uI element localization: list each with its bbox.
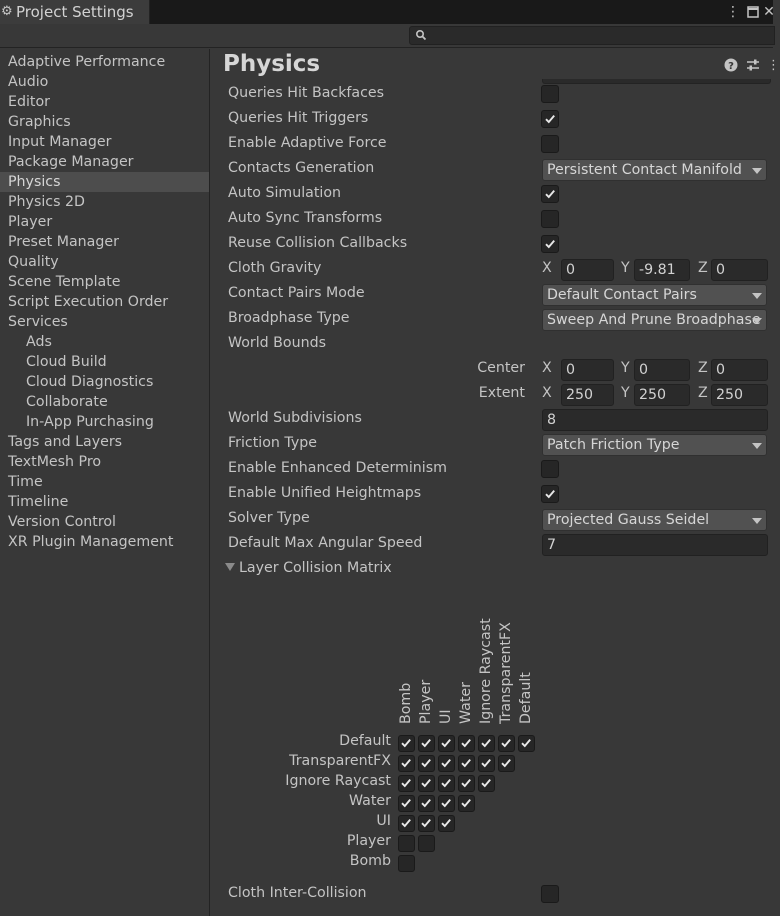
sidebar-item[interactable]: Tags and Layers xyxy=(8,434,123,450)
matrix-checkbox[interactable] xyxy=(458,735,475,752)
cloth-gravity-label: Cloth Gravity xyxy=(228,260,322,276)
world-bounds-center-z-label: Z xyxy=(698,360,708,376)
cloth-gravity-x-field[interactable]: 0 xyxy=(561,259,614,281)
gear-icon: ⚙ xyxy=(1,4,13,19)
matrix-checkbox[interactable] xyxy=(398,735,415,752)
matrix-row-label: UI xyxy=(376,813,391,829)
cloth-inter-collision-checkbox[interactable] xyxy=(541,885,559,903)
solver-type-value: Projected Gauss Seidel xyxy=(547,512,710,528)
matrix-row-label: Ignore Raycast xyxy=(285,773,391,789)
matrix-checkbox[interactable] xyxy=(458,755,475,772)
sidebar-item[interactable]: Adaptive Performance xyxy=(8,54,166,70)
sidebar-item[interactable]: Physics xyxy=(0,172,209,192)
matrix-checkbox[interactable] xyxy=(398,835,415,852)
sidebar-item[interactable]: XR Plugin Management xyxy=(8,534,174,550)
matrix-checkbox[interactable] xyxy=(398,855,415,872)
scroll-edge xyxy=(542,79,771,84)
search-field[interactable] xyxy=(409,26,775,45)
matrix-checkbox[interactable] xyxy=(458,775,475,792)
sidebar-item[interactable]: In-App Purchasing xyxy=(26,414,154,430)
contact-pairs-mode-dropdown[interactable] xyxy=(542,284,767,306)
cloth-gravity-z-field[interactable]: 0 xyxy=(711,259,768,281)
solver-type-label: Solver Type xyxy=(228,510,310,526)
matrix-checkbox[interactable] xyxy=(478,775,495,792)
sidebar-item[interactable]: Quality xyxy=(8,254,59,270)
title-bar xyxy=(0,0,773,24)
queries-hit-backfaces-checkbox[interactable] xyxy=(541,85,559,103)
chevron-down-icon xyxy=(752,518,762,524)
enable-unified-heightmaps-checkbox[interactable] xyxy=(541,485,559,503)
settings-menu-icon[interactable]: ⋮ xyxy=(767,58,780,73)
world-bounds-extent-y-label: Y xyxy=(621,385,630,401)
matrix-checkbox[interactable] xyxy=(438,815,455,832)
world-bounds-center-y-field[interactable]: 0 xyxy=(634,359,690,381)
matrix-checkbox[interactable] xyxy=(398,815,415,832)
sidebar xyxy=(0,49,210,916)
enable-enhanced-determinism-checkbox[interactable] xyxy=(541,460,559,478)
chevron-down-icon xyxy=(752,168,762,174)
sidebar-item[interactable]: Preset Manager xyxy=(8,234,119,250)
broadphase-type-dropdown[interactable] xyxy=(542,309,767,331)
friction-type-value: Patch Friction Type xyxy=(547,437,680,453)
world-bounds-extent-x-label: X xyxy=(542,385,552,401)
sidebar-item[interactable]: Collaborate xyxy=(26,394,108,410)
matrix-checkbox[interactable] xyxy=(418,795,435,812)
matrix-row-label: Player xyxy=(346,833,391,849)
broadphase-type-label: Broadphase Type xyxy=(228,310,350,326)
matrix-column-label: Default xyxy=(518,672,534,724)
foldout-arrow-icon xyxy=(225,563,235,571)
sidebar-item[interactable]: Cloud Diagnostics xyxy=(26,374,154,390)
matrix-checkbox[interactable] xyxy=(438,795,455,812)
world-subdivisions-label: World Subdivisions xyxy=(228,410,362,426)
matrix-checkbox[interactable] xyxy=(438,755,455,772)
matrix-checkbox[interactable] xyxy=(458,795,475,812)
cloth-gravity-x-label: X xyxy=(542,260,552,276)
matrix-column-label: UI xyxy=(438,709,454,724)
search-bar xyxy=(0,24,773,48)
matrix-row-label: Default xyxy=(339,733,391,749)
matrix-column-label: Player xyxy=(418,679,434,724)
solver-type-dropdown[interactable] xyxy=(542,509,767,531)
friction-type-label: Friction Type xyxy=(228,435,317,451)
matrix-checkbox[interactable] xyxy=(398,755,415,772)
world-bounds-center-label: Center xyxy=(477,360,525,376)
sidebar-item[interactable]: Physics 2D xyxy=(8,194,85,210)
sidebar-item[interactable]: Input Manager xyxy=(8,134,112,150)
world-bounds-extent-x-field[interactable]: 250 xyxy=(561,384,614,406)
world-bounds-center-x-field[interactable]: 0 xyxy=(561,359,614,381)
enable-adaptive-force-label: Enable Adaptive Force xyxy=(228,135,387,151)
default-max-angular-speed-label: Default Max Angular Speed xyxy=(228,535,423,551)
sidebar-item[interactable]: Audio xyxy=(8,74,49,90)
matrix-checkbox[interactable] xyxy=(498,735,515,752)
sidebar-item[interactable]: Version Control xyxy=(8,514,116,530)
world-bounds-extent-label: Extent xyxy=(478,385,525,401)
queries-hit-triggers-checkbox[interactable] xyxy=(541,110,559,128)
close-icon[interactable]: ✕ xyxy=(763,4,775,20)
world-bounds-center-z-field[interactable]: 0 xyxy=(711,359,768,381)
cloth-gravity-y-field[interactable]: -9.81 xyxy=(634,259,690,281)
sidebar-item[interactable]: Package Manager xyxy=(8,154,134,170)
chevron-down-icon xyxy=(752,293,762,299)
contacts-generation-dropdown[interactable] xyxy=(542,159,767,181)
world-subdivisions-field[interactable]: 8 xyxy=(542,409,768,431)
maximize-icon[interactable] xyxy=(745,0,761,24)
broadphase-type-value: Sweep And Prune Broadphase xyxy=(547,312,761,328)
contacts-generation-value: Persistent Contact Manifold xyxy=(547,162,742,178)
physics-settings-panel xyxy=(211,49,780,916)
preset-icon[interactable] xyxy=(745,58,761,74)
sidebar-item[interactable]: Scene Template xyxy=(8,274,121,290)
matrix-checkbox[interactable] xyxy=(418,735,435,752)
matrix-checkbox[interactable] xyxy=(518,735,535,752)
layer-collision-matrix-label: Layer Collision Matrix xyxy=(239,560,392,576)
auto-simulation-label: Auto Simulation xyxy=(228,185,342,201)
sidebar-item[interactable]: Cloud Build xyxy=(26,354,107,370)
sidebar-item[interactable]: Script Execution Order xyxy=(8,294,169,310)
auto-simulation-checkbox[interactable] xyxy=(541,185,559,203)
help-icon[interactable] xyxy=(723,58,739,74)
world-bounds-extent-z-field[interactable]: 250 xyxy=(711,384,768,406)
contact-pairs-mode-label: Contact Pairs Mode xyxy=(228,285,365,301)
enable-unified-heightmaps-label: Enable Unified Heightmaps xyxy=(228,485,422,501)
world-bounds-center-y-label: Y xyxy=(621,360,630,376)
matrix-checkbox[interactable] xyxy=(418,755,435,772)
world-bounds-extent-y-field[interactable]: 250 xyxy=(634,384,690,406)
friction-type-dropdown[interactable] xyxy=(542,434,767,456)
chevron-down-icon xyxy=(752,318,762,324)
world-bounds-extent-z-label: Z xyxy=(698,385,708,401)
matrix-checkbox[interactable] xyxy=(498,755,515,772)
matrix-checkbox[interactable] xyxy=(418,815,435,832)
tab-label: Project Settings xyxy=(16,3,134,21)
matrix-column-label: Water xyxy=(458,682,474,724)
search-input[interactable] xyxy=(430,27,760,44)
matrix-column-label: TransparentFX xyxy=(498,622,514,724)
matrix-checkbox[interactable] xyxy=(478,755,495,772)
cloth-gravity-z-label: Z xyxy=(698,260,708,276)
reuse-collision-callbacks-checkbox[interactable] xyxy=(541,235,559,253)
page-title: Physics xyxy=(223,51,321,77)
matrix-column-label: Ignore Raycast xyxy=(478,618,494,724)
tab-project-settings[interactable] xyxy=(0,0,150,24)
sidebar-item[interactable]: Services xyxy=(8,314,68,330)
world-bounds-center-x-label: X xyxy=(542,360,552,376)
sidebar-item[interactable]: Graphics xyxy=(8,114,71,130)
matrix-row-label: Water xyxy=(349,793,391,809)
matrix-checkbox[interactable] xyxy=(478,735,495,752)
auto-sync-transforms-checkbox[interactable] xyxy=(541,210,559,228)
matrix-checkbox[interactable] xyxy=(418,835,435,852)
sidebar-item[interactable]: Timeline xyxy=(8,494,69,510)
sidebar-item[interactable]: Time xyxy=(8,474,43,490)
matrix-checkbox[interactable] xyxy=(438,775,455,792)
header-icons xyxy=(723,58,780,74)
sidebar-item[interactable]: Player xyxy=(8,214,53,230)
sidebar-item[interactable]: Editor xyxy=(8,94,50,110)
matrix-row-label: TransparentFX xyxy=(289,753,391,769)
matrix-row-label: Bomb xyxy=(349,853,391,869)
world-bounds-label: World Bounds xyxy=(228,335,326,351)
matrix-checkbox[interactable] xyxy=(398,775,415,792)
chevron-down-icon xyxy=(752,443,762,449)
sidebar-item[interactable]: Ads xyxy=(26,334,52,350)
matrix-checkbox[interactable] xyxy=(438,735,455,752)
enable-adaptive-force-checkbox[interactable] xyxy=(541,135,559,153)
cloth-gravity-y-label: Y xyxy=(621,260,630,276)
sidebar-item[interactable]: TextMesh Pro xyxy=(8,454,102,470)
cloth-inter-collision-label: Cloth Inter-Collision xyxy=(228,885,367,901)
layer-collision-matrix-foldout[interactable] xyxy=(225,560,392,576)
default-max-angular-speed-field[interactable]: 7 xyxy=(542,534,768,556)
search-icon xyxy=(415,29,427,41)
matrix-checkbox[interactable] xyxy=(418,775,435,792)
more-options-icon[interactable]: ⋮ xyxy=(726,4,740,20)
contact-pairs-mode-value: Default Contact Pairs xyxy=(547,287,697,303)
auto-sync-transforms-label: Auto Sync Transforms xyxy=(228,210,383,226)
queries-hit-triggers-label: Queries Hit Triggers xyxy=(228,110,369,126)
contacts-generation-label: Contacts Generation xyxy=(228,160,375,176)
matrix-column-label: Bomb xyxy=(398,682,414,724)
queries-hit-backfaces-label: Queries Hit Backfaces xyxy=(228,85,385,101)
enable-enhanced-determinism-label: Enable Enhanced Determinism xyxy=(228,460,447,476)
matrix-checkbox[interactable] xyxy=(398,795,415,812)
reuse-collision-callbacks-label: Reuse Collision Callbacks xyxy=(228,235,408,251)
svg-text:?: ? xyxy=(728,61,734,72)
